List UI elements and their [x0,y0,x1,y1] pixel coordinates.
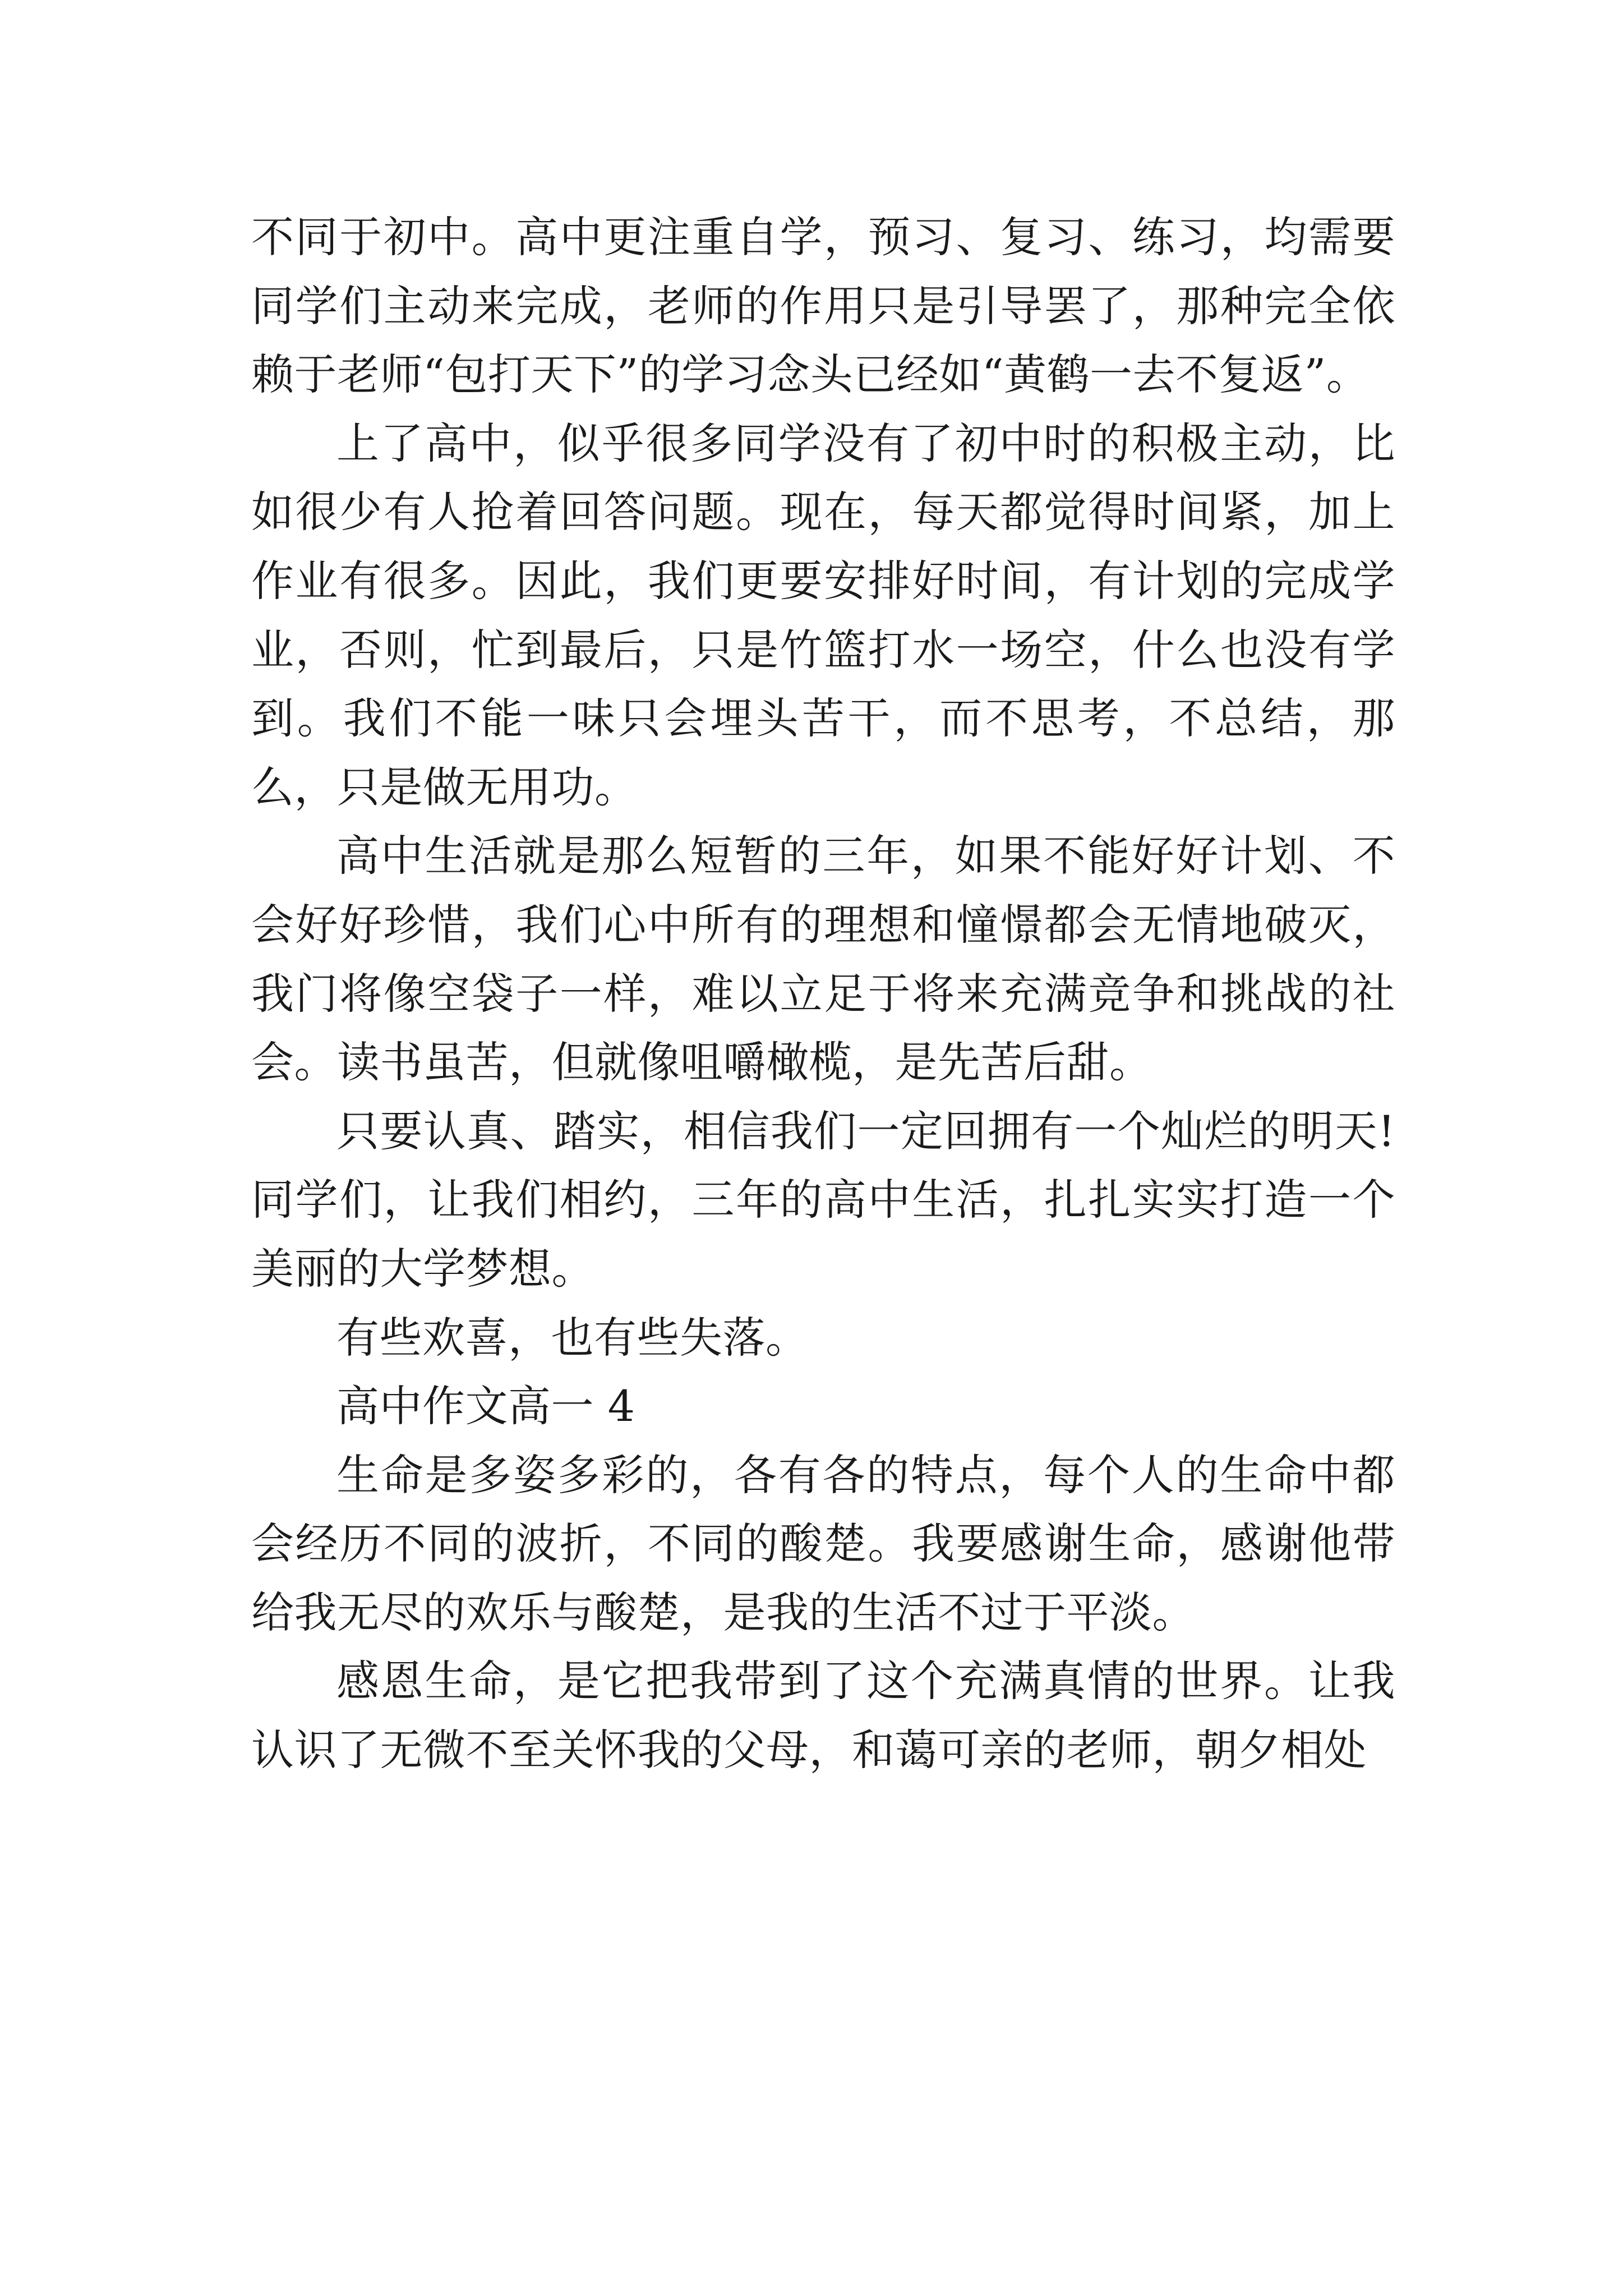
paragraph-1: 不同于初中。高中更注重自学，预习、复习、练习，均需要同学们主动来完成，老师的作用只是引导罢了，那种完全依赖于老师“包打天下”的学习念头已经如“黄鹤一去不复返”。 [251,212,1395,400]
paragraph-8: 感恩生命，是它把我带到了这个充满真情的世界。让我认识了无微不至关怀我的父母，和蔼可亲的老师，朝夕相处 [251,1656,1395,1775]
paragraph-3: 高中生活就是那么短暂的三年，如果不能好好计划、不会好好珍惜，我们心中所有的理想和憧憬都会无情地破灭，我门将像空袋子一样，难以立足于将来充满竞争和挑战的社会。读书虽苦，但就像咀嚼橄榄，是先苦后甜。 [251,831,1395,1088]
document-body [251,203,1395,1785]
paragraph-7: 生命是多姿多彩的，各有各的特点，每个人的生命中都会经历不同的波折，不同的酸楚。我要感谢生命，感谢他带给我无尽的欢乐与酸楚，是我的生活不过于平淡。 [251,1450,1395,1637]
paragraph-4: 只要认真、踏实，相信我们一定回拥有一个灿烂的明天!同学们，让我们相约，三年的高中生活，扎扎实实打造一个美丽的大学梦想。 [251,1106,1395,1294]
section-heading: 高中作文高一 4 [336,1381,635,1432]
paragraph-2: 上了高中，似乎很多同学没有了初中时的积极主动，比如很少有人抢着回答问题。现在，每天都觉得时间紧，加上作业有很多。因此，我们更要安排好时间，有计划的完成学业，否则，忙到最后，只是竹篮打水一场空，什么也没有学到。我们不能一味只会埋头苦干，而不思考，不总结，那么，只是做无用功。 [251,418,1395,812]
paragraph-5: 有些欢喜，也有些失落。 [336,1312,809,1363]
